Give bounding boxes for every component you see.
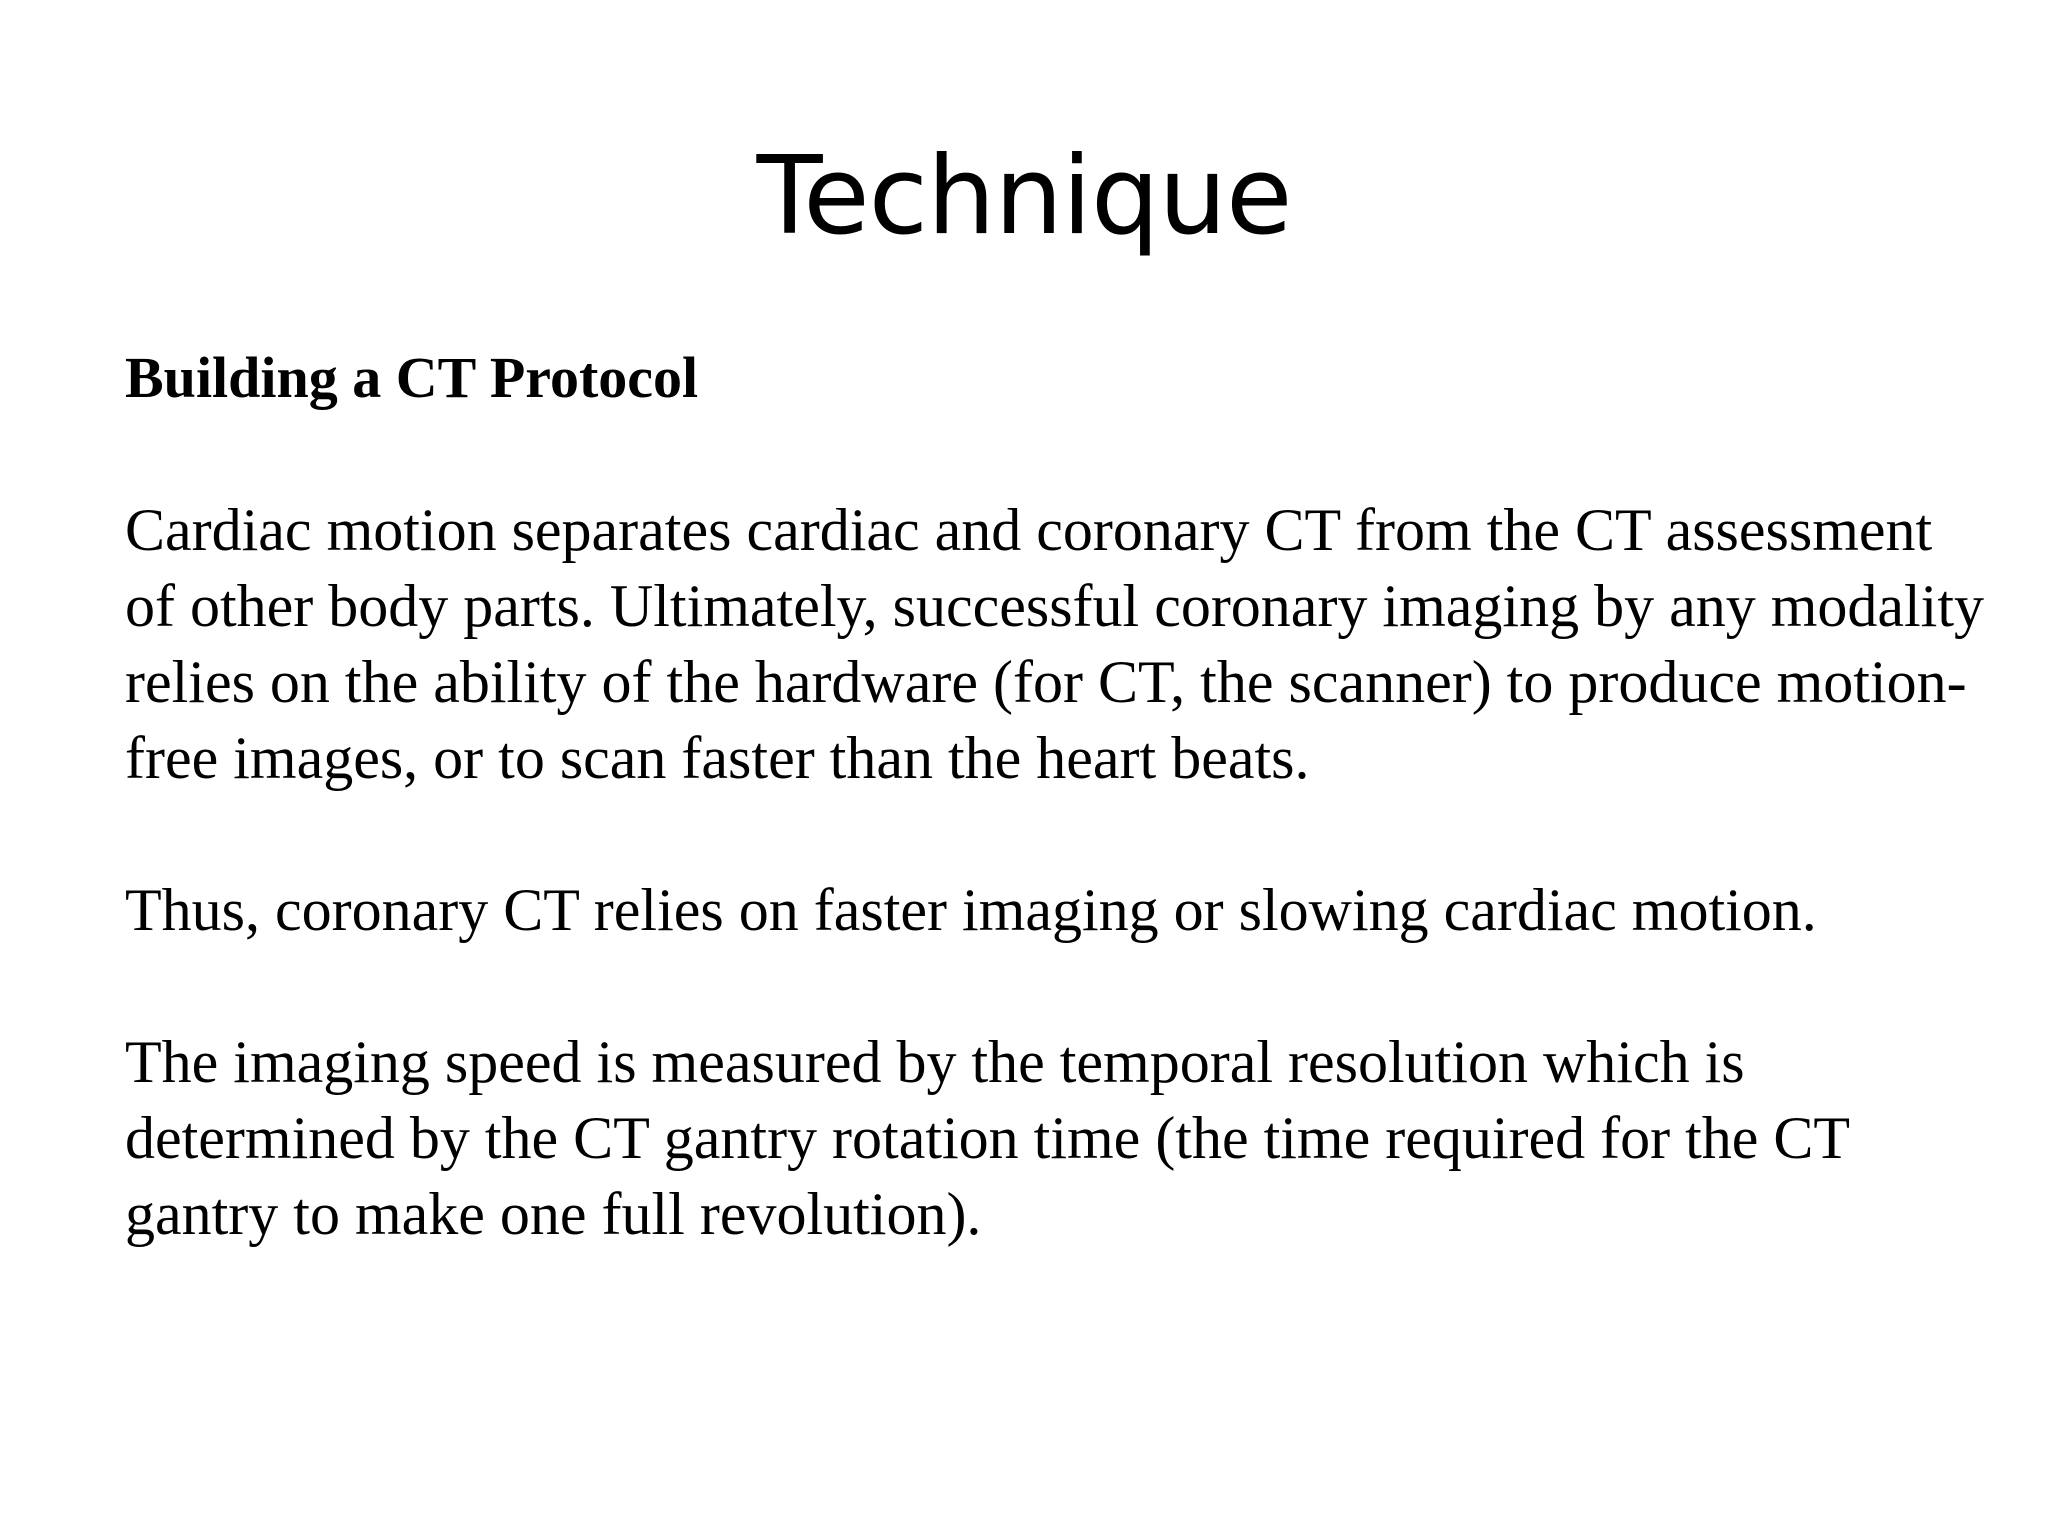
paragraph-coronary-ct: Thus, coronary CT relies on faster imaging or slowing cardiac motion. (125, 877, 1817, 943)
slide-title: Technique (756, 134, 1292, 259)
slide-body (125, 340, 1985, 1252)
paragraph-cardiac-motion: Cardiac motion separates cardiac and coronary CT from the CT assessment of other body parts. Ultimately, successful coronary imaging by any modality relies on the ability of the hardware (for CT, the scanner) to produce motion-free images, or to scan faster than the heart beats. (125, 497, 1985, 791)
paragraph-imaging-speed: The imaging speed is measured by the temporal resolution which is determined by the CT gantry rotation time (the time required for the CT gantry to make one full revolution). (125, 1029, 1849, 1247)
section-heading: Building a CT Protocol (125, 345, 699, 410)
